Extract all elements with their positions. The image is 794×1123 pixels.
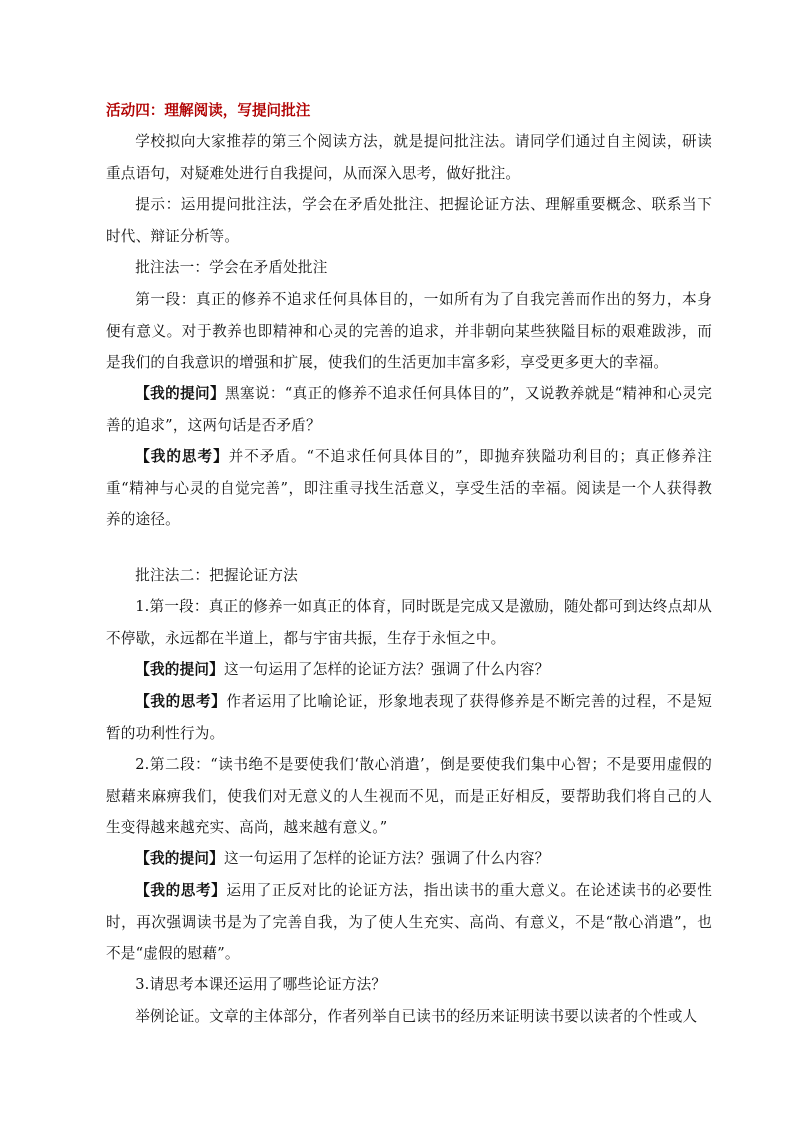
thought-tag: 【我的思考】: [135, 448, 229, 465]
method1-paragraph: 第一段：真正的修养不追求任何具体目的，一如所有为了自我完善而作出的努力，本身便有意义。对于教养也即精神和心灵的完善的追求，并非朝向某些狭隘目标的艰难跋涉，而是我们的自我意识的增强和扩展，使我们的生活更加丰富多彩，享受更多更大的幸福。: [106, 291, 712, 371]
method2-question-1: [106, 654, 712, 686]
method1-heading: 批注法一：学会在矛盾处批注: [135, 259, 328, 276]
method2-item-2: 2.第二段：“读书绝不是要使我们‘散心消遣’，倒是要使我们集中心智；不是要用虚假的慰藉来麻痹我们，使我们对无意义的人生视而不见，而是正好相反，要帮助我们将自己的人生变得越来越充实、高尚，越来越有意义。”: [106, 756, 712, 836]
method2-item-1: 1.第一段：真正的修养一如真正的体育，同时既是完成又是激励，随处都可到达终点却从不停歇，永远都在半道上，都与宇宙共振，生存于永恒之中。: [106, 598, 712, 647]
intro-paragraph-2: 提示：运用提问批注法，学会在矛盾处批注、把握论证方法、理解重要概念、联系当下时代、辩证分析等。: [106, 196, 712, 245]
method2-answer-3: 举例论证。文章的主体部分，作者列举自已读书的经历来证明读书要以读者的个性或人: [135, 1008, 698, 1025]
method2-thought-1: [106, 686, 712, 749]
question-tag: 【我的提问】: [135, 661, 224, 678]
thought-text: 运用了正反对比的论证方法，指出读书的重大意义。在论述读书的必要性时，再次强调读书是为了完善自我，为了使人生充实、高尚、有意义，不是“散心消遣”，也不是“虚假的慰藉”。: [106, 882, 712, 962]
thought-tag: 【我的思考】: [135, 693, 227, 710]
method2-thought-2: [106, 875, 712, 970]
method1-thought: [106, 441, 712, 536]
thought-text: 并不矛盾。“不追求任何具体目的”，即抛弃狭隘功利目的；真正修养注重“精神与心灵的自觉完善”，即注重寻找生活意义，享受生活的幸福。阅读是一个人获得教养的途径。: [106, 448, 712, 528]
question-text: 这一句运用了怎样的论证方法？强调了什么内容？: [223, 661, 550, 678]
question-text: 这一句运用了怎样的论证方法？强调了什么内容？: [223, 850, 550, 867]
activity-title: 活动四：理解阅读，写提问批注: [106, 102, 311, 119]
intro-paragraph-1: 学校拟向大家推荐的第三个阅读方法，就是提问批注法。请同学们通过自主阅读，研读重点语句，对疑难处进行自我提问，从而深入思考，做好批注。: [106, 133, 712, 182]
method1-question: [106, 378, 712, 441]
method2-item-3: 3.请思考本课还运用了哪些论证方法？: [135, 976, 387, 993]
question-tag: 【我的提问】: [135, 850, 224, 867]
question-tag: 【我的提问】: [135, 385, 225, 402]
thought-text: 作者运用了比喻论证，形象地表现了获得修养是不断完善的过程，不是短暂的功利性行为。: [106, 693, 712, 742]
method2-heading: 批注法二：把握论证方法: [135, 567, 298, 584]
question-text: 黑塞说：“真正的修养不追求任何具体目的”，又说教养就是“精神和心灵完善的追求”，这两句话是否矛盾？: [106, 385, 713, 434]
thought-tag: 【我的思考】: [135, 882, 227, 899]
method2-question-2: [106, 843, 712, 875]
